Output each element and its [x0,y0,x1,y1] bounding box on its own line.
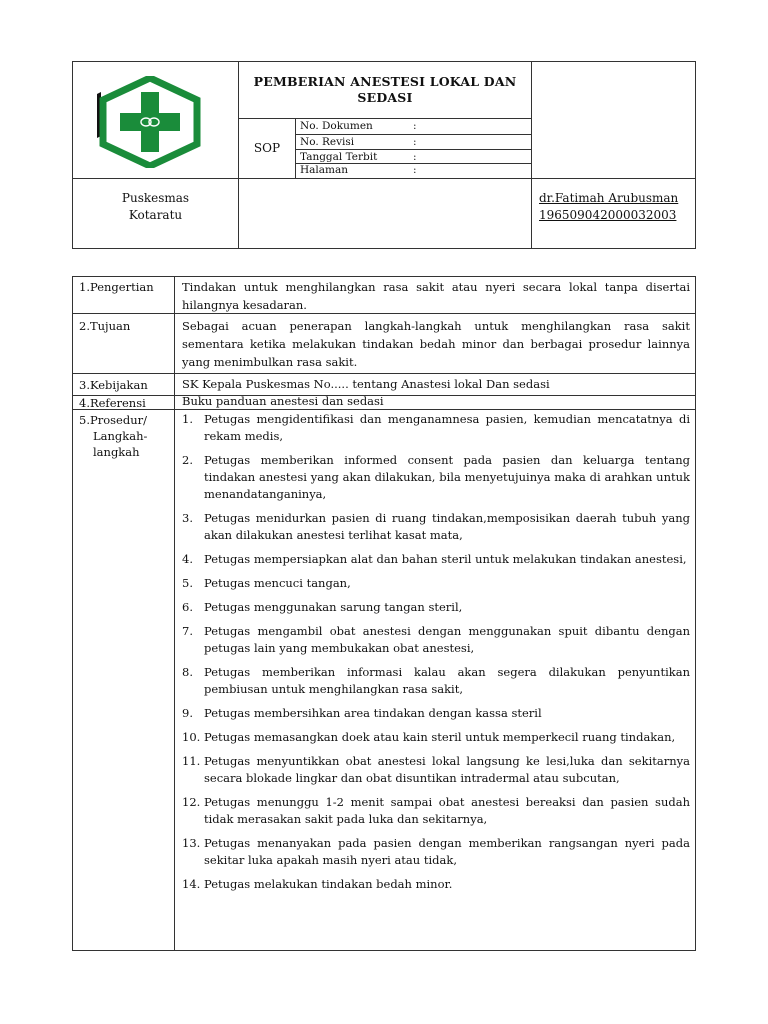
signer-block [539,190,678,224]
meta-colon: : [413,136,417,148]
step-text: Petugas memasangkan doek atau kain steril untuk memperkecil ruang tindakan, [204,730,676,744]
list-item [182,510,690,544]
step-number: 14. [182,877,201,891]
signer-name: dr.Fatimah Arubusman [539,191,679,205]
meta-colon: : [413,120,417,132]
sop-label: SOP [253,141,281,155]
meta-colon: : [413,164,417,176]
label-pengertian: 1.Pengertian [79,280,154,294]
step-text: Petugas menidurkan pasien di ruang tindakan,memposisikan daerah tubuh yang akan dilakukan anestesi terlihat kasat mata, [204,511,690,542]
label-prosedur-line-3: langkah [93,445,140,459]
step-number: 4. [182,552,193,566]
logo-area [73,62,238,178]
procedure-steps-list [182,411,690,900]
step-number: 11. [182,754,201,768]
label-tujuan: 2.Tujuan [79,319,131,333]
sop-header [72,61,696,249]
step-number: 3. [182,511,193,525]
step-number: 1. [182,412,193,426]
step-number: 9. [182,706,193,720]
step-number: 10. [182,730,201,744]
step-number: 2. [182,453,193,467]
step-text: Petugas menggunakan sarung tangan steril, [204,600,463,614]
step-number: 6. [182,600,193,614]
puskesmas-cross-logo-icon [95,76,205,168]
list-item [182,664,690,698]
sop-content-table [72,276,696,951]
meta-row-no-dokumen [300,119,530,133]
step-text: Petugas menyuntikkan obat anestesi lokal langsung ke lesi,luka dan sekitarnya secara blokade lingkar dan obat disuntikan intradermal atau subcutan, [204,754,690,785]
label-prosedur-line-1: 5.Prosedur/ [79,413,147,427]
list-item [182,876,690,893]
step-text: Petugas mengidentifikasi dan menganamnesa pasien, kemudian mencatatnya di rekam medis, [204,412,690,443]
meta-row-halaman [300,163,530,177]
meta-colon: : [413,151,417,163]
meta-key: Halaman [300,164,349,176]
step-text: Petugas mencuci tangan, [204,576,351,590]
document-title: PEMBERIAN ANESTESI LOKAL DAN SEDASI [253,74,517,105]
meta-row-tanggal-terbit [300,150,530,164]
step-text: Petugas menanyakan pada pasien dengan memberikan rangsangan nyeri pada sekitar luka apakah masih nyeri atau tidak, [204,836,690,867]
step-text: Petugas mengambil obat anestesi dengan menggunakan spuit dibantu dengan petugas lain yang membukakan obat anestesi, [204,624,690,655]
text-tujuan: Sebagai acuan penerapan langkah-langkah untuk menghilangkan rasa sakit sementara ketika melakukan tindakan bedah minor dan berbagai prosedur lainnya yang menimbulkan rasa sakit. [182,319,690,369]
text-kebijakan: SK Kepala Puskesmas No..... tentang Anastesi lokal Dan sedasi [182,377,550,391]
meta-key: No. Dokumen [300,120,373,132]
signer-nip: 196509042000032003 [539,208,677,222]
step-text: Petugas mempersiapkan alat dan bahan steril untuk melakukan tindakan anestesi, [204,552,687,566]
step-number: 13. [182,836,201,850]
list-item [182,705,690,722]
label-prosedur-line-2: Langkah- [93,429,148,443]
step-number: 12. [182,795,201,809]
list-item [182,753,690,787]
text-referensi: Buku panduan anestesi dan sedasi [182,394,384,408]
step-number: 7. [182,624,193,638]
list-item [182,411,690,445]
step-number: 8. [182,665,193,679]
meta-row-no-revisi [300,135,530,149]
label-prosedur [79,412,147,460]
meta-key: No. Revisi [300,136,355,148]
list-item [182,729,690,746]
organization-name [73,190,238,224]
list-item [182,794,690,828]
list-item [182,575,690,592]
step-text: Petugas melakukan tindakan bedah minor. [204,877,453,891]
label-kebijakan: 3.Kebijakan [79,378,148,392]
list-item [182,835,690,869]
organization-line-1: Puskesmas [121,191,190,205]
list-item [182,452,690,503]
meta-key: Tanggal Terbit [300,151,378,163]
step-text: Petugas membersihkan area tindakan dengan kassa steril [204,706,542,720]
list-item [182,623,690,657]
step-text: Petugas memberikan informed consent pada pasien dan keluarga tentang tindakan anestesi yang akan dilakukan, bila menyetujuinya maka di arahkan untuk menandatanganinya, [204,453,690,501]
organization-line-2: Kotaratu [128,208,183,222]
step-text: Petugas memberikan informasi kalau akan segera dilakukan penyuntikan pembiusan untuk menghilangkan rasa sakit, [204,665,690,696]
list-item [182,599,690,616]
list-item [182,551,690,568]
text-pengertian: Tindakan untuk menghilangkan rasa sakit atau nyeri secara lokal tanpa disertai hilangnya kesadaran. [182,280,690,312]
step-number: 5. [182,576,193,590]
step-text: Petugas menunggu 1-2 menit sampai obat anestesi bereaksi dan pasien sudah tidak merasakan sakit pada luka dan sekitarnya, [204,795,690,826]
label-referensi: 4.Referensi [79,396,146,410]
